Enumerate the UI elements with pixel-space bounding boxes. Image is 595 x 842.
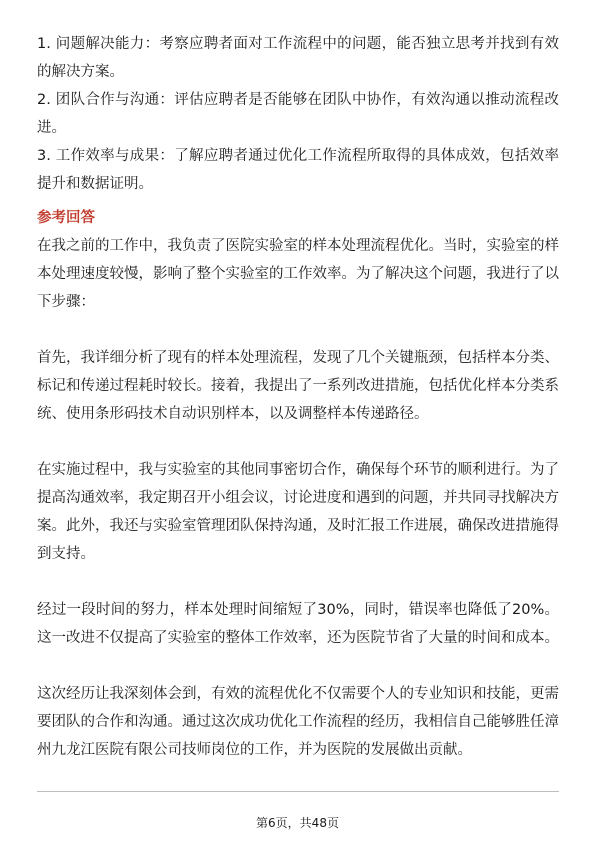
paragraph-gap xyxy=(37,652,559,680)
criteria-item-1: 1. 问题解决能力：考察应聘者面对工作流程中的问题，能否独立思考并找到有效的解决方案。 xyxy=(37,36,559,80)
criteria-item-3: 3. 工作效率与成果：了解应聘者通过优化工作流程所取得的具体成效，包括效率提升和数据证明。 xyxy=(37,148,559,192)
criteria-item-2: 2. 团队合作与沟通：评估应聘者是否能够在团队中协作，有效沟通以推动流程改进。 xyxy=(37,92,559,136)
paragraph-gap xyxy=(37,428,559,456)
answer-paragraph-5: 这次经历让我深刻体会到，有效的流程优化不仅需要个人的专业知识和技能，更需要团队的合作和沟通。通过这次成功优化工作流程的经历，我相信自己能够胜任漳州九龙江医院有限公司技师岗位的工作，并为医院的发展做出贡献。 xyxy=(37,686,559,758)
answer-heading: 参考回答 xyxy=(37,210,95,226)
paragraph-gap xyxy=(37,316,559,344)
document-body xyxy=(37,30,559,764)
answer-paragraph-1: 在我之前的工作中，我负责了医院实验室的样本处理流程优化。当时，实验室的样本处理速度较慢，影响了整个实验室的工作效率。为了解决这个问题，我进行了以下步骤： xyxy=(37,238,559,310)
footer-divider xyxy=(37,791,559,792)
answer-paragraph-4: 经过一段时间的努力，样本处理时间缩短了30%，同时，错误率也降低了20%。这一改进不仅提高了实验室的整体工作效率，还为医院节省了大量的时间和成本。 xyxy=(37,602,559,646)
page-number: 第6页，共48页 xyxy=(256,816,339,830)
paragraph-gap xyxy=(37,568,559,596)
answer-paragraph-3: 在实施过程中，我与实验室的其他同事密切合作，确保每个环节的顺利进行。为了提高沟通效率，我定期召开小组会议，讨论进度和遇到的问题，并共同寻找解决方案。此外，我还与实验室管理团队保持沟通，及时汇报工作进展，确保改进措施得到支持。 xyxy=(37,462,559,562)
answer-paragraph-2: 首先，我详细分析了现有的样本处理流程，发现了几个关键瓶颈，包括样本分类、标记和传递过程耗时较长。接着，我提出了一系列改进措施，包括优化样本分类系统、使用条形码技术自动识别样本，以及调整样本传递路径。 xyxy=(37,350,559,422)
